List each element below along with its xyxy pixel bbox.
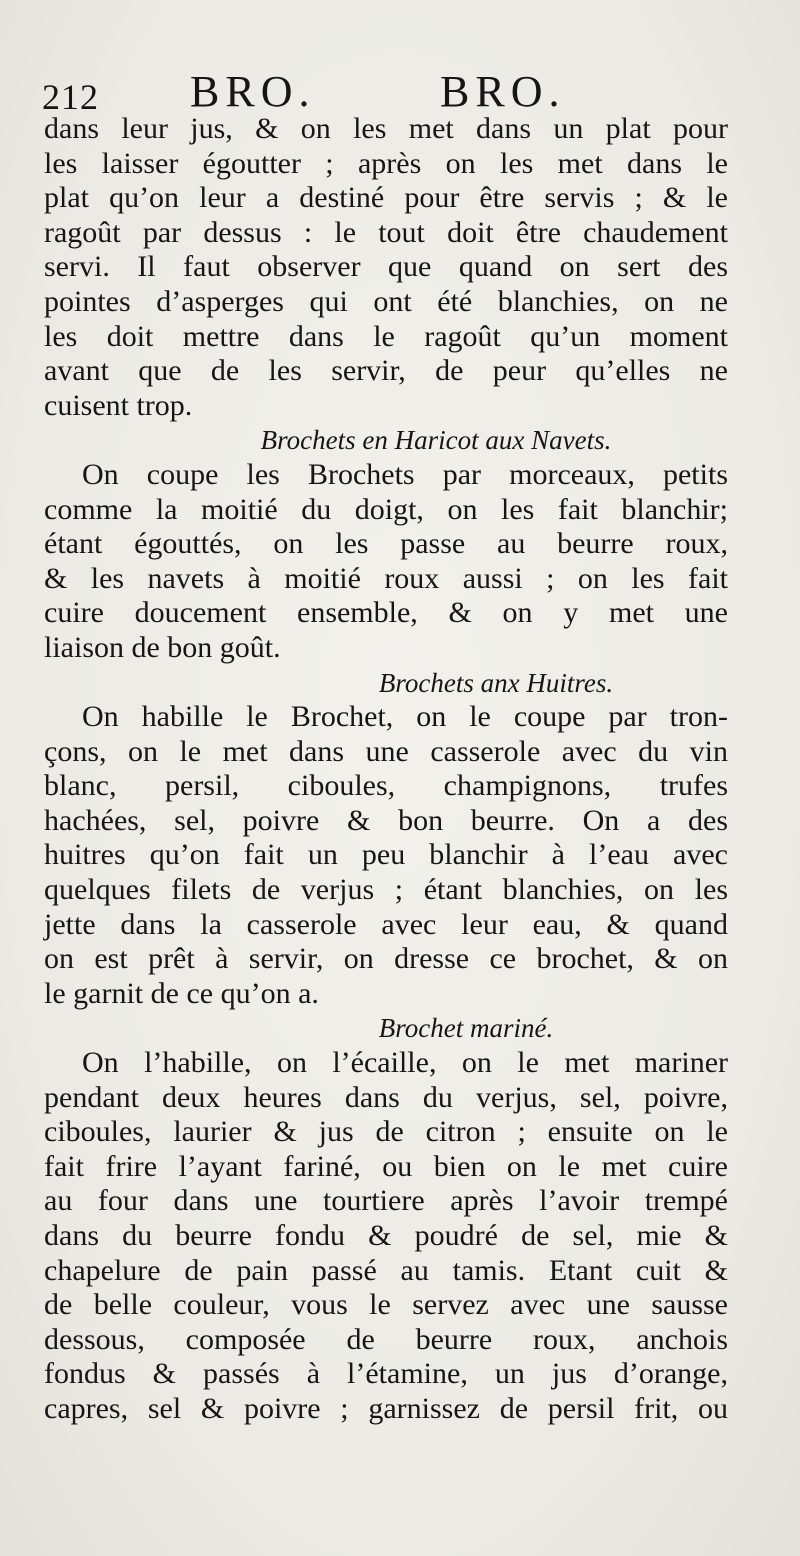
text-line: On l’habille, on l’écaille, on le met mariner — [82, 1046, 728, 1080]
text-line: au four dans une tourtiere après l’avoir trempé — [44, 1184, 728, 1218]
text-line: plat qu’on leur a destiné pour être servis ; & le — [44, 181, 728, 215]
page-number: 212 — [42, 77, 99, 117]
text-line: de belle couleur, vous le servez avec une sausse — [44, 1288, 728, 1322]
text-line: ciboules, laurier & jus de citron ; ensuite on le — [44, 1115, 728, 1149]
body-text — [44, 112, 728, 1427]
text-line: étant égouttés, on les passe au beurre roux, — [44, 527, 728, 561]
running-head-right: BRO. — [440, 67, 566, 116]
text-line: jette dans la casserole avec leur eau, & quand — [44, 907, 728, 941]
text-line: comme la moitié du doigt, on les fait blanchir; — [44, 492, 728, 526]
text-line: les laisser égoutter ; après on les met dans le — [44, 146, 728, 180]
text-line: cuisent trop. — [44, 388, 193, 422]
text-line: les doit mettre dans le ragoût qu’un moment — [44, 319, 728, 353]
text-line: servi. Il faut observer que quand on sert des — [44, 250, 728, 284]
text-line: pointes d’asperges qui ont été blanchies, on ne — [44, 284, 728, 318]
text-line: cuire doucement ensemble, & on y met une — [44, 596, 728, 630]
text-line: quelques filets de verjus ; étant blanchies, on les — [44, 873, 728, 907]
text-line: fait frire l’ayant fariné, ou bien on le met cuire — [44, 1149, 728, 1183]
text-line: pendant deux heures dans du verjus, sel, poivre, — [44, 1080, 728, 1114]
running-head-left: BRO. — [190, 67, 316, 116]
text-line: liaison de bon goût. — [44, 630, 281, 664]
text-line: On coupe les Brochets par morceaux, petits — [82, 457, 728, 491]
text-line: fondus & passés à l’étamine, un jus d’orange, — [44, 1357, 728, 1391]
text-line: chapelure de pain passé au tamis. Etant cuit & — [44, 1253, 728, 1287]
text-line: huitres qu’on fait un peu blanchir à l’eau avec — [44, 838, 728, 872]
text-line: & les navets à moitié roux aussi ; on les fait — [44, 561, 728, 595]
text-line: dessous, composée de beurre roux, anchois — [44, 1322, 728, 1356]
text-line: On habille le Brochet, on le coupe par tron- — [82, 700, 728, 734]
text-line: ragoût par dessus : le tout doit être chaudement — [44, 215, 728, 249]
recipe-heading: Brochets anx Huitres. — [378, 667, 614, 698]
text-line: hachées, sel, poivre & bon beurre. On a des — [44, 803, 728, 837]
text-line: le garnit de ce qu’on a. — [44, 976, 319, 1010]
text-line: çons, on le met dans une casserole avec du vin — [44, 734, 728, 768]
text-line: capres, sel & poivre ; garnissez de persil frit, ou — [44, 1391, 728, 1425]
text-line: dans du beurre fondu & poudré de sel, mie & — [44, 1219, 728, 1252]
text-line: blanc, persil, ciboules, champignons, trufes — [44, 769, 728, 803]
text-line: avant que de les servir, de peur qu’elles ne — [44, 354, 728, 388]
text-line: dans leur jus, & on les met dans un plat pour — [44, 112, 728, 145]
recipe-heading: Brochet mariné. — [378, 1013, 554, 1044]
recipe-heading: Brochets en Haricot aux Navets. — [260, 425, 612, 456]
text-line: on est prêt à servir, on dresse ce brochet, & on — [44, 942, 728, 976]
